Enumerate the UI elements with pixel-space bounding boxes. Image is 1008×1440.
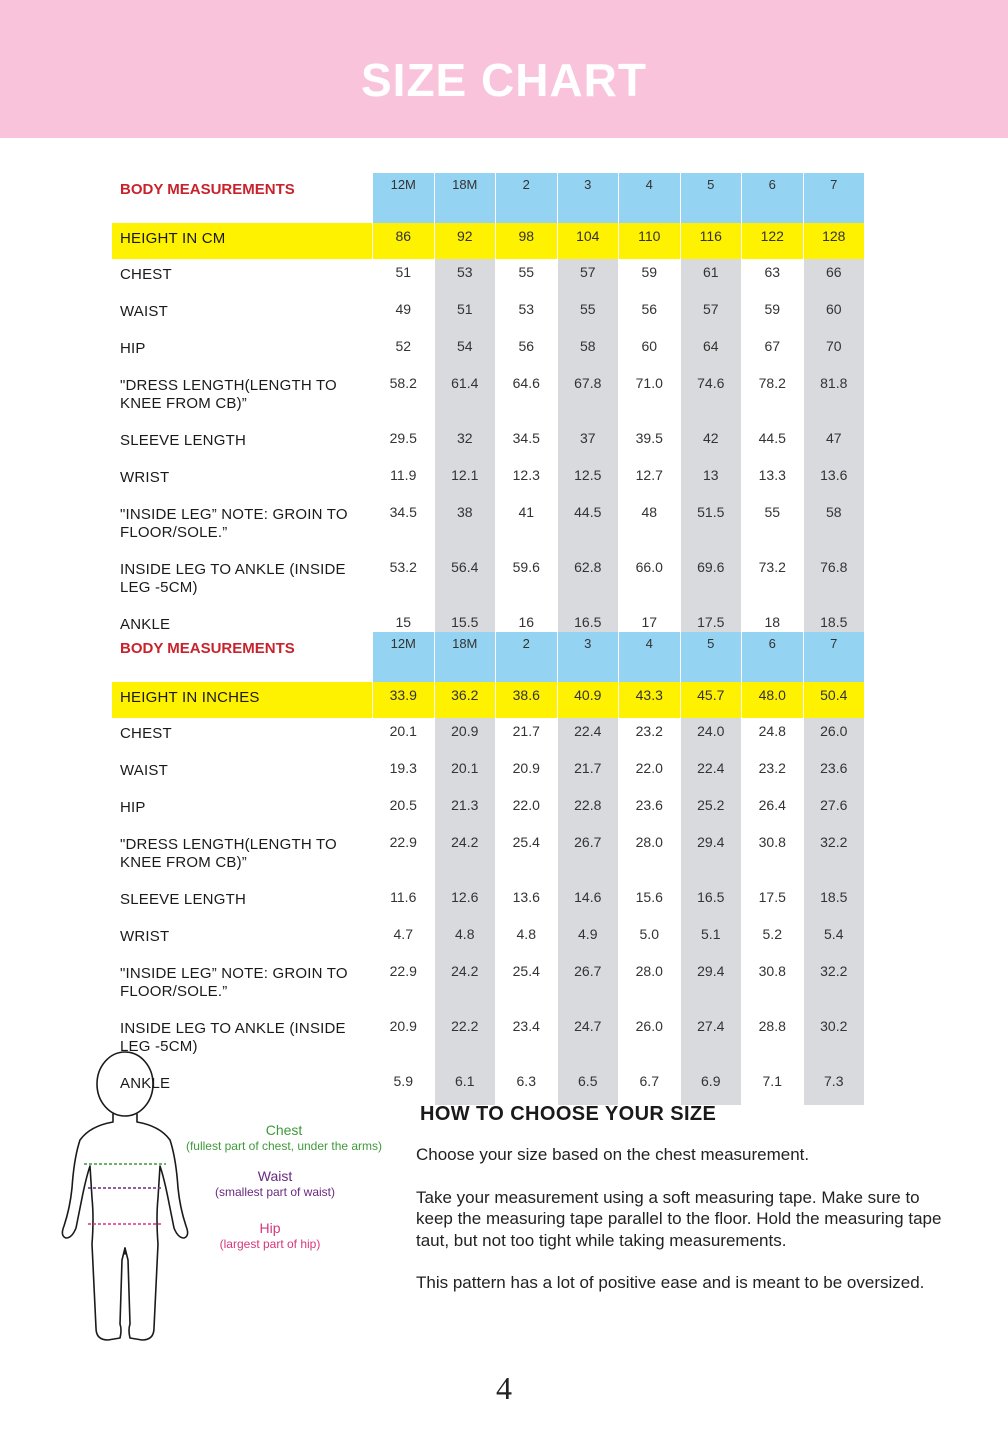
size-header-row bbox=[112, 632, 864, 682]
how-to-paragraph: This pattern has a lot of positive ease and is meant to be oversized. bbox=[416, 1273, 925, 1292]
value-cell: 110 bbox=[618, 223, 680, 259]
value-cell: 5.4 bbox=[803, 921, 865, 958]
value-cell: 51.5 bbox=[680, 499, 742, 554]
value-cell: 55 bbox=[557, 296, 619, 333]
value-cell: 15.6 bbox=[618, 884, 680, 921]
size-header-row bbox=[112, 173, 864, 223]
value-cell: 26.0 bbox=[618, 1013, 680, 1068]
value-cell: 22.2 bbox=[434, 1013, 496, 1068]
how-to-paragraph: Take your measurement using a soft measuring tape. Make sure to keep the measuring tape parallel to the floor. Hold the measuring tape taut, but not too tight while taking measurements. bbox=[416, 1187, 942, 1250]
value-cell: 17.5 bbox=[680, 609, 742, 646]
body-measurements-label: BODY MEASUREMENTS bbox=[120, 640, 295, 657]
value-cell: 49 bbox=[372, 296, 434, 333]
value-cell: 20.9 bbox=[372, 1013, 434, 1068]
value-cell: 74.6 bbox=[680, 370, 742, 425]
value-cell: 22.9 bbox=[372, 829, 434, 884]
value-cell: 55 bbox=[495, 259, 557, 296]
value-cell: 13.3 bbox=[741, 462, 803, 499]
measurement-row bbox=[112, 792, 864, 829]
value-cell: 42 bbox=[680, 425, 742, 462]
value-cell: 76.8 bbox=[803, 554, 865, 609]
value-cell: 7.3 bbox=[803, 1068, 865, 1105]
value-cell: 37 bbox=[557, 425, 619, 462]
measurement-row bbox=[112, 425, 864, 462]
value-cell: 25.4 bbox=[495, 829, 557, 884]
how-to-title: HOW TO CHOOSE YOUR SIZE bbox=[420, 1103, 717, 1125]
value-cell: 73.2 bbox=[741, 554, 803, 609]
value-cell: 12.6 bbox=[434, 884, 496, 921]
value-cell: 51 bbox=[434, 296, 496, 333]
value-cell: 11.9 bbox=[372, 462, 434, 499]
row-label: HEIGHT IN CM bbox=[112, 223, 372, 259]
value-cell: 11.6 bbox=[372, 884, 434, 921]
value-cell: 25.2 bbox=[680, 792, 742, 829]
row-label: INSIDE LEG TO ANKLE (INSIDE LEG -5CM) bbox=[120, 561, 346, 596]
value-cell: 26.4 bbox=[741, 792, 803, 829]
row-label: WAIST bbox=[120, 303, 168, 320]
value-cell: 22.8 bbox=[557, 792, 619, 829]
waist-title: Waist bbox=[257, 1168, 293, 1184]
measurement-row bbox=[112, 223, 864, 259]
value-cell: 55 bbox=[741, 499, 803, 554]
measurement-row bbox=[112, 718, 864, 755]
value-cell: 58 bbox=[557, 333, 619, 370]
value-cell: 22.4 bbox=[557, 718, 619, 755]
value-cell: 56 bbox=[618, 296, 680, 333]
size-header-cell: 3 bbox=[557, 632, 619, 682]
size-header-cell: 3 bbox=[557, 173, 619, 223]
value-cell: 24.7 bbox=[557, 1013, 619, 1068]
size-table-inches bbox=[112, 632, 864, 1105]
value-cell: 7.1 bbox=[741, 1068, 803, 1105]
value-cell: 45.7 bbox=[680, 682, 742, 718]
value-cell: 16.5 bbox=[680, 884, 742, 921]
value-cell: 122 bbox=[741, 223, 803, 259]
value-cell: 64 bbox=[680, 333, 742, 370]
value-cell: 6.9 bbox=[680, 1068, 742, 1105]
value-cell: 51 bbox=[372, 259, 434, 296]
value-cell: 4.8 bbox=[434, 921, 496, 958]
value-cell: 59 bbox=[741, 296, 803, 333]
value-cell: 29.5 bbox=[372, 425, 434, 462]
value-cell: 23.2 bbox=[741, 755, 803, 792]
waist-label bbox=[200, 1168, 350, 1200]
value-cell: 5.1 bbox=[680, 921, 742, 958]
size-header-cell: 7 bbox=[803, 173, 865, 223]
value-cell: 4.9 bbox=[557, 921, 619, 958]
value-cell: 28.0 bbox=[618, 829, 680, 884]
value-cell: 36.2 bbox=[434, 682, 496, 718]
value-cell: 6.3 bbox=[495, 1068, 557, 1105]
hip-title: Hip bbox=[259, 1220, 281, 1236]
value-cell: 44.5 bbox=[557, 499, 619, 554]
value-cell: 12.5 bbox=[557, 462, 619, 499]
value-cell: 5.2 bbox=[741, 921, 803, 958]
measurement-row bbox=[112, 755, 864, 792]
title-banner bbox=[0, 0, 1008, 138]
value-cell: 50.4 bbox=[803, 682, 865, 718]
measurement-row bbox=[112, 958, 864, 1013]
value-cell: 67 bbox=[741, 333, 803, 370]
value-cell: 28.0 bbox=[618, 958, 680, 1013]
chest-title: Chest bbox=[265, 1122, 303, 1138]
value-cell: 22.0 bbox=[495, 792, 557, 829]
size-header-cell: 6 bbox=[741, 632, 803, 682]
value-cell: 58.2 bbox=[372, 370, 434, 425]
value-cell: 52 bbox=[372, 333, 434, 370]
value-cell: 26.7 bbox=[557, 829, 619, 884]
size-header-cell: 18M bbox=[434, 173, 496, 223]
value-cell: 63 bbox=[741, 259, 803, 296]
value-cell: 27.6 bbox=[803, 792, 865, 829]
size-header-cell: 4 bbox=[618, 173, 680, 223]
row-label: SLEEVE LENGTH bbox=[120, 891, 246, 908]
value-cell: 30.2 bbox=[803, 1013, 865, 1068]
row-label: ANKLE bbox=[120, 616, 171, 633]
value-cell: 24.0 bbox=[680, 718, 742, 755]
value-cell: 20.1 bbox=[434, 755, 496, 792]
value-cell: 17 bbox=[618, 609, 680, 646]
value-cell: 20.1 bbox=[372, 718, 434, 755]
value-cell: 21.7 bbox=[495, 718, 557, 755]
row-label: WRIST bbox=[120, 928, 170, 945]
value-cell: 62.8 bbox=[557, 554, 619, 609]
value-cell: 98 bbox=[495, 223, 557, 259]
measurement-row bbox=[112, 884, 864, 921]
hip-label bbox=[195, 1220, 345, 1252]
value-cell: 27.4 bbox=[680, 1013, 742, 1068]
value-cell: 18.5 bbox=[803, 609, 865, 646]
row-label: ANKLE bbox=[120, 1075, 171, 1092]
row-label: CHEST bbox=[120, 266, 172, 283]
row-label: "DRESS LENGTH(LENGTH TO KNEE FROM CB)” bbox=[120, 377, 337, 412]
value-cell: 60 bbox=[803, 296, 865, 333]
value-cell: 25.4 bbox=[495, 958, 557, 1013]
value-cell: 30.8 bbox=[741, 829, 803, 884]
value-cell: 60 bbox=[618, 333, 680, 370]
value-cell: 13.6 bbox=[495, 884, 557, 921]
how-to-choose-section bbox=[416, 1103, 956, 1315]
value-cell: 59 bbox=[618, 259, 680, 296]
value-cell: 24.8 bbox=[741, 718, 803, 755]
value-cell: 15 bbox=[372, 609, 434, 646]
value-cell: 28.8 bbox=[741, 1013, 803, 1068]
value-cell: 14.6 bbox=[557, 884, 619, 921]
value-cell: 6.5 bbox=[557, 1068, 619, 1105]
value-cell: 29.4 bbox=[680, 958, 742, 1013]
value-cell: 21.7 bbox=[557, 755, 619, 792]
value-cell: 5.9 bbox=[372, 1068, 434, 1105]
value-cell: 24.2 bbox=[434, 958, 496, 1013]
row-label: HIP bbox=[120, 799, 146, 816]
how-to-paragraph: Choose your size based on the chest measurement. bbox=[416, 1145, 810, 1164]
chest-note: (fullest part of chest, under the arms) bbox=[185, 1139, 383, 1153]
value-cell: 13 bbox=[680, 462, 742, 499]
value-cell: 32 bbox=[434, 425, 496, 462]
hip-note: (largest part of hip) bbox=[219, 1237, 321, 1251]
value-cell: 6.1 bbox=[434, 1068, 496, 1105]
value-cell: 58 bbox=[803, 499, 865, 554]
page-number: 4 bbox=[496, 1370, 512, 1406]
value-cell: 29.4 bbox=[680, 829, 742, 884]
chest-label bbox=[178, 1122, 390, 1154]
row-label: WAIST bbox=[120, 762, 168, 779]
value-cell: 53 bbox=[495, 296, 557, 333]
value-cell: 22.0 bbox=[618, 755, 680, 792]
row-label: HIP bbox=[120, 340, 146, 357]
value-cell: 23.2 bbox=[618, 718, 680, 755]
size-header-cell: 7 bbox=[803, 632, 865, 682]
value-cell: 57 bbox=[557, 259, 619, 296]
value-cell: 4.7 bbox=[372, 921, 434, 958]
value-cell: 56.4 bbox=[434, 554, 496, 609]
value-cell: 22.9 bbox=[372, 958, 434, 1013]
value-cell: 13.6 bbox=[803, 462, 865, 499]
size-header-cell: 4 bbox=[618, 632, 680, 682]
value-cell: 20.9 bbox=[434, 718, 496, 755]
page-title: SIZE CHART bbox=[361, 54, 647, 106]
row-label: HEIGHT IN INCHES bbox=[112, 682, 372, 718]
measurement-row bbox=[112, 682, 864, 718]
value-cell: 21.3 bbox=[434, 792, 496, 829]
value-cell: 12.1 bbox=[434, 462, 496, 499]
value-cell: 64.6 bbox=[495, 370, 557, 425]
value-cell: 17.5 bbox=[741, 884, 803, 921]
value-cell: 67.8 bbox=[557, 370, 619, 425]
value-cell: 59.6 bbox=[495, 554, 557, 609]
value-cell: 34.5 bbox=[495, 425, 557, 462]
measurement-row bbox=[112, 333, 864, 370]
value-cell: 104 bbox=[557, 223, 619, 259]
value-cell: 54 bbox=[434, 333, 496, 370]
body-measurements-label: BODY MEASUREMENTS bbox=[120, 181, 295, 198]
value-cell: 15.5 bbox=[434, 609, 496, 646]
measurement-row bbox=[112, 296, 864, 333]
value-cell: 23.6 bbox=[803, 755, 865, 792]
value-cell: 16 bbox=[495, 609, 557, 646]
value-cell: 53 bbox=[434, 259, 496, 296]
value-cell: 18.5 bbox=[803, 884, 865, 921]
size-header-cell: 12M bbox=[372, 173, 434, 223]
value-cell: 57 bbox=[680, 296, 742, 333]
value-cell: 22.4 bbox=[680, 755, 742, 792]
measurement-row bbox=[112, 499, 864, 554]
row-label: CHEST bbox=[120, 725, 172, 742]
value-cell: 61.4 bbox=[434, 370, 496, 425]
child-measurement-figure bbox=[50, 1048, 410, 1348]
value-cell: 66 bbox=[803, 259, 865, 296]
size-header-cell: 12M bbox=[372, 632, 434, 682]
value-cell: 32.2 bbox=[803, 958, 865, 1013]
value-cell: 26.0 bbox=[803, 718, 865, 755]
value-cell: 33.9 bbox=[372, 682, 434, 718]
value-cell: 66.0 bbox=[618, 554, 680, 609]
value-cell: 61 bbox=[680, 259, 742, 296]
value-cell: 19.3 bbox=[372, 755, 434, 792]
value-cell: 48.0 bbox=[741, 682, 803, 718]
value-cell: 5.0 bbox=[618, 921, 680, 958]
value-cell: 41 bbox=[495, 499, 557, 554]
row-label: SLEEVE LENGTH bbox=[120, 432, 246, 449]
value-cell: 32.2 bbox=[803, 829, 865, 884]
value-cell: 69.6 bbox=[680, 554, 742, 609]
measurement-row bbox=[112, 554, 864, 609]
value-cell: 23.6 bbox=[618, 792, 680, 829]
value-cell: 34.5 bbox=[372, 499, 434, 554]
value-cell: 30.8 bbox=[741, 958, 803, 1013]
value-cell: 18 bbox=[741, 609, 803, 646]
value-cell: 6.7 bbox=[618, 1068, 680, 1105]
value-cell: 24.2 bbox=[434, 829, 496, 884]
row-label: "INSIDE LEG” NOTE: GROIN TO FLOOR/SOLE.” bbox=[120, 965, 348, 1000]
value-cell: 23.4 bbox=[495, 1013, 557, 1068]
size-header-cell: 2 bbox=[495, 632, 557, 682]
value-cell: 4.8 bbox=[495, 921, 557, 958]
value-cell: 116 bbox=[680, 223, 742, 259]
value-cell: 43.3 bbox=[618, 682, 680, 718]
row-label: INSIDE LEG TO ANKLE (INSIDE LEG -5CM) bbox=[120, 1020, 346, 1055]
value-cell: 56 bbox=[495, 333, 557, 370]
size-table-cm bbox=[112, 173, 864, 646]
value-cell: 78.2 bbox=[741, 370, 803, 425]
measurement-row bbox=[112, 829, 864, 884]
value-cell: 47 bbox=[803, 425, 865, 462]
measurement-row bbox=[112, 921, 864, 958]
row-label: "DRESS LENGTH(LENGTH TO KNEE FROM CB)” bbox=[120, 836, 337, 871]
value-cell: 12.7 bbox=[618, 462, 680, 499]
value-cell: 38 bbox=[434, 499, 496, 554]
value-cell: 128 bbox=[803, 223, 865, 259]
measurement-row bbox=[112, 370, 864, 425]
value-cell: 86 bbox=[372, 223, 434, 259]
value-cell: 48 bbox=[618, 499, 680, 554]
value-cell: 53.2 bbox=[372, 554, 434, 609]
value-cell: 44.5 bbox=[741, 425, 803, 462]
value-cell: 16.5 bbox=[557, 609, 619, 646]
size-header-cell: 5 bbox=[680, 632, 742, 682]
size-header-cell: 6 bbox=[741, 173, 803, 223]
row-label: WRIST bbox=[120, 469, 170, 486]
value-cell: 39.5 bbox=[618, 425, 680, 462]
value-cell: 81.8 bbox=[803, 370, 865, 425]
measurement-row bbox=[112, 259, 864, 296]
value-cell: 20.9 bbox=[495, 755, 557, 792]
child-body-outline bbox=[50, 1048, 200, 1348]
size-header-cell: 5 bbox=[680, 173, 742, 223]
value-cell: 20.5 bbox=[372, 792, 434, 829]
size-header-cell: 2 bbox=[495, 173, 557, 223]
value-cell: 70 bbox=[803, 333, 865, 370]
value-cell: 92 bbox=[434, 223, 496, 259]
value-cell: 40.9 bbox=[557, 682, 619, 718]
value-cell: 71.0 bbox=[618, 370, 680, 425]
value-cell: 12.3 bbox=[495, 462, 557, 499]
value-cell: 26.7 bbox=[557, 958, 619, 1013]
size-header-cell: 18M bbox=[434, 632, 496, 682]
value-cell: 38.6 bbox=[495, 682, 557, 718]
measurement-row bbox=[112, 462, 864, 499]
row-label: "INSIDE LEG” NOTE: GROIN TO FLOOR/SOLE.” bbox=[120, 506, 348, 541]
waist-note: (smallest part of waist) bbox=[214, 1185, 336, 1199]
